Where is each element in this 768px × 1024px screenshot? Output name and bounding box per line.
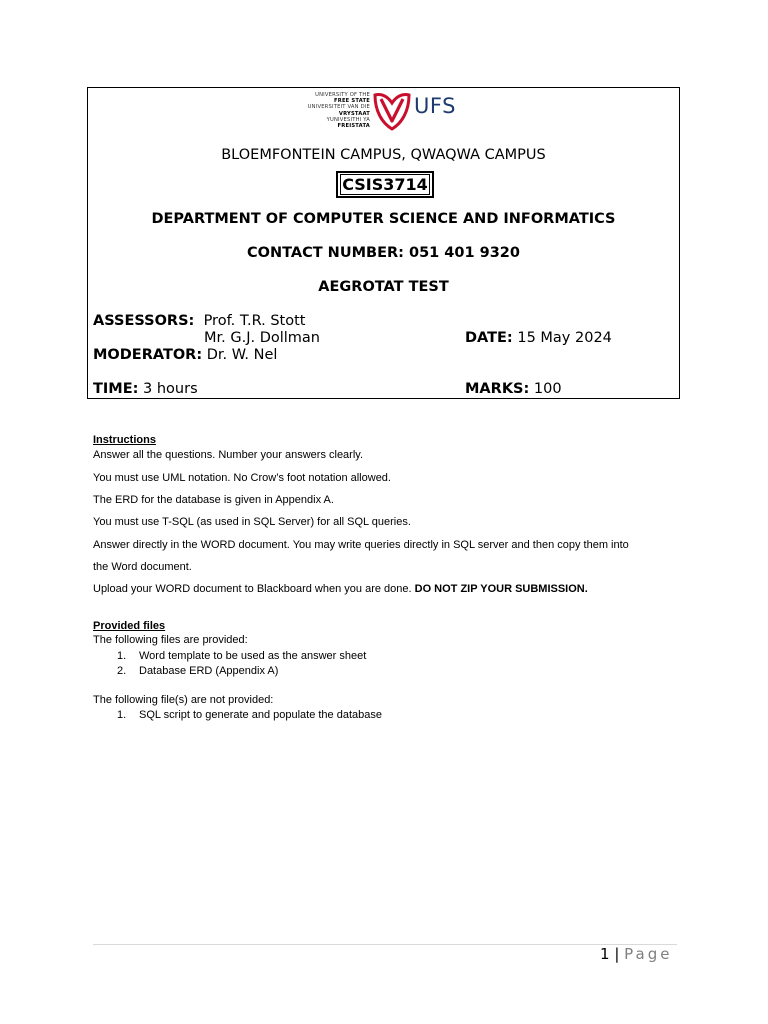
date-label: DATE: xyxy=(465,330,513,346)
ufs-logo xyxy=(300,91,470,131)
page-number: 1 xyxy=(600,945,610,963)
assessor-1: Prof. T.R. Stott xyxy=(203,313,306,329)
course-code: CSIS3714 xyxy=(342,175,428,194)
logo-line: FREISTATA xyxy=(337,123,370,130)
instruction-line: You must use UML notation. No Crow’s foot notation allowed. xyxy=(93,472,391,484)
page-separator: | xyxy=(614,945,620,963)
date-row xyxy=(465,330,612,346)
provided-files-heading: Provided files xyxy=(93,620,166,632)
list-text: SQL script to generate and populate the database xyxy=(139,709,382,721)
list-item xyxy=(0,709,768,723)
upload-instruction xyxy=(93,583,588,595)
list-item xyxy=(0,665,768,679)
assessors-label: ASSESSORS: xyxy=(93,313,195,329)
marks-value: 100 xyxy=(533,381,562,397)
instructions-heading: Instructions xyxy=(93,434,156,446)
logo-line: UNIVERSITY OF THE xyxy=(315,92,370,98)
logo-line: VRYSTAAT xyxy=(338,110,370,117)
marks-row xyxy=(465,381,562,397)
date-value: 15 May 2024 xyxy=(517,330,612,346)
list-number: 1. xyxy=(117,650,127,662)
upload-warning: DO NOT ZIP YOUR SUBMISSION. xyxy=(414,583,588,595)
page-footer xyxy=(600,945,673,963)
upload-text: Upload your WORD document to Blackboard when you are done. xyxy=(93,583,415,595)
page-label: Page xyxy=(624,945,673,963)
list-number: 1. xyxy=(117,709,127,721)
provided-files-intro: The following files are provided: xyxy=(93,634,248,646)
time-row xyxy=(93,381,198,397)
list-item xyxy=(0,650,768,664)
not-provided-intro: The following file(s) are not provided: xyxy=(93,694,274,706)
footer-divider xyxy=(93,944,677,945)
university-name-lines xyxy=(300,92,370,129)
instruction-line: the Word document. xyxy=(93,561,192,573)
ufs-wordmark: UFS xyxy=(414,94,456,118)
instruction-line: Answer all the questions. Number your answers clearly. xyxy=(93,449,364,461)
time-value: 3 hours xyxy=(143,381,198,397)
list-text: Database ERD (Appendix A) xyxy=(139,665,279,677)
list-number: 2. xyxy=(117,665,127,677)
moderator-row xyxy=(93,347,277,363)
time-label: TIME: xyxy=(93,381,139,397)
marks-label: MARKS: xyxy=(465,381,530,397)
logo-line: UNIVERSITEIT VAN DIE xyxy=(307,104,370,111)
moderator-label: MODERATOR: xyxy=(93,347,203,363)
instruction-line: You must use T-SQL (as used in SQL Server) for all SQL queries. xyxy=(93,516,411,528)
logo-line: YUNIVESITHI YA xyxy=(326,116,370,123)
moderator-value: Dr. W. Nel xyxy=(206,347,278,363)
instruction-line: The ERD for the database is given in Appendix A. xyxy=(93,494,334,506)
logo-line: FREE STATE xyxy=(334,98,370,105)
course-code-wrap xyxy=(0,171,768,198)
list-text: Word template to be used as the answer sheet xyxy=(139,650,367,662)
department-heading: DEPARTMENT OF COMPUTER SCIENCE AND INFORMATICS xyxy=(151,211,616,227)
assessor-2: Mr. G.J. Dollman xyxy=(204,330,320,346)
course-code-box xyxy=(336,171,434,198)
assessors-row xyxy=(93,313,306,329)
instruction-line: Answer directly in the WORD document. You may write queries directly in SQL server and then copy them into xyxy=(93,539,629,551)
test-type: AEGROTAT TEST xyxy=(318,279,449,295)
ufs-shield-icon xyxy=(372,91,412,131)
contact-number: CONTACT NUMBER: 051 401 9320 xyxy=(247,245,520,261)
campus-line: BLOEMFONTEIN CAMPUS, QWAQWA CAMPUS xyxy=(221,147,546,163)
